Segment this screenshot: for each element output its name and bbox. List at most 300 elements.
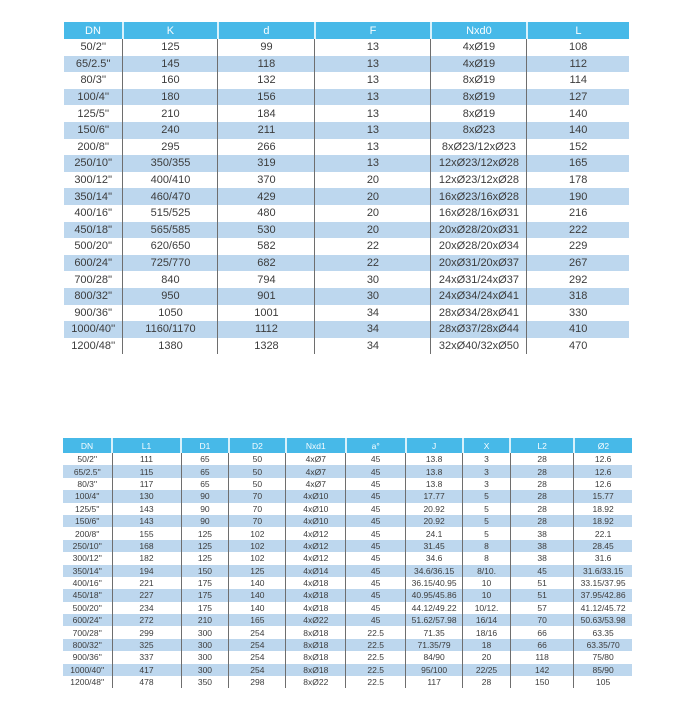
- table-cell: 45: [346, 540, 406, 552]
- table-cell: 70: [510, 614, 573, 626]
- table-cell: 160: [123, 72, 218, 89]
- table-cell: 254: [229, 664, 286, 676]
- table-cell: 300/12'': [64, 172, 123, 189]
- table-cell: 200/8'': [64, 139, 123, 156]
- table-cell: 65/2.5'': [63, 465, 112, 477]
- table-row: [64, 39, 629, 56]
- table-cell: 3: [463, 478, 511, 490]
- table-cell: 4xØ12: [286, 552, 346, 564]
- table-cell: 70: [229, 490, 286, 502]
- table-cell: 4xØ18: [286, 577, 346, 589]
- table-cell: 175: [181, 577, 229, 589]
- table-cell: 71.35/79: [406, 639, 463, 651]
- table-cell: 4xØ10: [286, 515, 346, 527]
- table-cell: 145: [123, 56, 218, 73]
- table-cell: 298: [229, 676, 286, 688]
- table-cell: 254: [229, 626, 286, 638]
- table-cell: 417: [112, 664, 181, 676]
- table-cell: 3: [463, 453, 511, 465]
- table-row: [63, 614, 632, 626]
- table-row: [63, 626, 632, 638]
- table-cell: 515/525: [123, 205, 218, 222]
- table-cell: 13.8: [406, 478, 463, 490]
- table-row: [64, 139, 629, 156]
- table-cell: 80/3'': [64, 72, 123, 89]
- table-cell: 102: [229, 552, 286, 564]
- table-cell: 350/14'': [63, 565, 112, 577]
- table-cell: 117: [112, 478, 181, 490]
- table-cell: 50/2'': [63, 453, 112, 465]
- table-cell: 350/355: [123, 155, 218, 172]
- table-cell: 90: [181, 515, 229, 527]
- table-cell: 20xØ28/20xØ31: [431, 222, 527, 239]
- table-cell: 4xØ19: [431, 39, 527, 56]
- table-cell: 99: [218, 39, 315, 56]
- column-header-nxd0: Nxd0: [431, 22, 527, 39]
- table-cell: 178: [527, 172, 629, 189]
- table-cell: 175: [181, 602, 229, 614]
- table-cell: 8: [463, 540, 511, 552]
- table-cell: 50: [229, 478, 286, 490]
- column-header-l1: L1: [112, 438, 181, 453]
- table-cell: 1050: [123, 305, 218, 322]
- table-cell: 20: [315, 172, 431, 189]
- table-cell: 117: [406, 676, 463, 688]
- table-cell: 272: [112, 614, 181, 626]
- table-cell: 5: [463, 515, 511, 527]
- table-cell: 34.6/36.15: [406, 565, 463, 577]
- table-cell: 240: [123, 122, 218, 139]
- table-cell: 140: [527, 122, 629, 139]
- table-cell: 13: [315, 155, 431, 172]
- table-cell: 41.12/45.72: [574, 602, 632, 614]
- table-cell: 150/6'': [64, 122, 123, 139]
- table-cell: 34: [315, 338, 431, 355]
- table-cell: 18: [463, 639, 511, 651]
- table-cell: 45: [346, 453, 406, 465]
- table-cell: 70: [229, 515, 286, 527]
- table-cell: 28.45: [574, 540, 632, 552]
- table-cell: 45: [346, 527, 406, 539]
- table-cell: 22: [315, 255, 431, 272]
- table-cell: 102: [229, 540, 286, 552]
- table-cell: 66: [510, 639, 573, 651]
- table-row: [63, 589, 632, 601]
- table-cell: 33.15/37.95: [574, 577, 632, 589]
- connection-dimensions-table: [63, 438, 632, 688]
- table-cell: 150/6'': [63, 515, 112, 527]
- table-cell: 90: [181, 503, 229, 515]
- table-cell: 111: [112, 453, 181, 465]
- table-cell: 22.5: [346, 639, 406, 651]
- column-header-l: L: [527, 22, 629, 39]
- table-row: [64, 321, 629, 338]
- table-cell: 250/10'': [63, 540, 112, 552]
- table-cell: 85/90: [574, 664, 632, 676]
- table-cell: 12xØ23/12xØ28: [431, 155, 527, 172]
- table-cell: 24.1: [406, 527, 463, 539]
- table-cell: 450/18'': [64, 222, 123, 239]
- table-cell: 22.5: [346, 626, 406, 638]
- table-row: [64, 172, 629, 189]
- table-row: [64, 188, 629, 205]
- table-cell: 900/36'': [64, 305, 123, 322]
- table-cell: 319: [218, 155, 315, 172]
- table-cell: 24xØ31/24xØ37: [431, 271, 527, 288]
- table-cell: 470: [527, 338, 629, 355]
- table-cell: 65: [181, 465, 229, 477]
- table-cell: 800/32'': [63, 639, 112, 651]
- table-cell: 20xØ28/20xØ34: [431, 238, 527, 255]
- table-cell: 13.8: [406, 453, 463, 465]
- table-cell: 182: [112, 552, 181, 564]
- table-row: [64, 238, 629, 255]
- table-cell: 4xØ12: [286, 540, 346, 552]
- table-cell: 30: [315, 271, 431, 288]
- table-cell: 725/770: [123, 255, 218, 272]
- table-cell: 50/2'': [64, 39, 123, 56]
- table-cell: 700/28'': [63, 626, 112, 638]
- table-cell: 140: [229, 589, 286, 601]
- column-header-2: Ø2: [574, 438, 632, 453]
- table-cell: 478: [112, 676, 181, 688]
- table-cell: 71.35: [406, 626, 463, 638]
- table-cell: 20: [315, 188, 431, 205]
- column-header-x: X: [463, 438, 511, 453]
- table-cell: 34: [315, 305, 431, 322]
- table-cell: 70: [229, 503, 286, 515]
- table-cell: 300/12'': [63, 552, 112, 564]
- table-cell: 66: [510, 626, 573, 638]
- table-cell: 51: [510, 589, 573, 601]
- table-cell: 30: [315, 288, 431, 305]
- table-cell: 1160/1170: [123, 321, 218, 338]
- table-cell: 125: [181, 540, 229, 552]
- table-cell: 50.63/53.98: [574, 614, 632, 626]
- table-cell: 108: [527, 39, 629, 56]
- table-cell: 75/80: [574, 651, 632, 663]
- table-cell: 1000/40'': [64, 321, 123, 338]
- table-row: [64, 72, 629, 89]
- table-cell: 682: [218, 255, 315, 272]
- table-cell: 22: [315, 238, 431, 255]
- table-cell: 8: [463, 552, 511, 564]
- table-cell: 4xØ7: [286, 453, 346, 465]
- table-cell: 28xØ37/28xØ44: [431, 321, 527, 338]
- table-cell: 10/12.: [463, 602, 511, 614]
- table-cell: 410: [527, 321, 629, 338]
- table-cell: 267: [527, 255, 629, 272]
- table-cell: 8xØ23/12xØ23: [431, 139, 527, 156]
- table-cell: 350: [181, 676, 229, 688]
- table-cell: 210: [123, 105, 218, 122]
- table-cell: 500/20'': [63, 602, 112, 614]
- table-cell: 125: [181, 552, 229, 564]
- table-cell: 250/10'': [64, 155, 123, 172]
- table-cell: 901: [218, 288, 315, 305]
- table-cell: 400/16'': [63, 577, 112, 589]
- table-cell: 37.95/42.86: [574, 589, 632, 601]
- table-row: [63, 490, 632, 502]
- table-cell: 100/4'': [64, 89, 123, 106]
- column-header-j: J: [406, 438, 463, 453]
- table-cell: 20: [315, 222, 431, 239]
- table-cell: 13: [315, 139, 431, 156]
- table-cell: 222: [527, 222, 629, 239]
- table-cell: 100/4'': [63, 490, 112, 502]
- table-cell: 254: [229, 651, 286, 663]
- table-cell: 28: [463, 676, 511, 688]
- table-row: [63, 664, 632, 676]
- table-cell: 105: [574, 676, 632, 688]
- table-row: [63, 577, 632, 589]
- table-row: [64, 205, 629, 222]
- table-row: [63, 676, 632, 688]
- table-cell: 500/20'': [64, 238, 123, 255]
- table-cell: 125: [181, 527, 229, 539]
- table-cell: 840: [123, 271, 218, 288]
- table-cell: 300: [181, 664, 229, 676]
- table-cell: 800/32'': [64, 288, 123, 305]
- table-cell: 184: [218, 105, 315, 122]
- flange-dimensions-table: [64, 22, 629, 354]
- table-cell: 63.35/70: [574, 639, 632, 651]
- table-cell: 165: [229, 614, 286, 626]
- table-cell: 140: [527, 105, 629, 122]
- table-cell: 13: [315, 39, 431, 56]
- column-header-d: d: [218, 22, 315, 39]
- table-row: [63, 478, 632, 490]
- table-cell: 20.92: [406, 503, 463, 515]
- table-row: [64, 222, 629, 239]
- header-row: [63, 438, 632, 453]
- table-cell: 132: [218, 72, 315, 89]
- table-cell: 28: [510, 503, 573, 515]
- table-cell: 150: [181, 565, 229, 577]
- table-cell: 45: [346, 490, 406, 502]
- table-cell: 28: [510, 453, 573, 465]
- table-cell: 1380: [123, 338, 218, 355]
- table-cell: 190: [527, 188, 629, 205]
- table-cell: 40.95/45.86: [406, 589, 463, 601]
- table-cell: 155: [112, 527, 181, 539]
- table-cell: 4xØ7: [286, 478, 346, 490]
- table-cell: 45: [346, 565, 406, 577]
- table-cell: 13: [315, 72, 431, 89]
- table-cell: 22/25: [463, 664, 511, 676]
- table-cell: 5: [463, 490, 511, 502]
- table-cell: 292: [527, 271, 629, 288]
- table-cell: 22.5: [346, 676, 406, 688]
- table-cell: 18.92: [574, 503, 632, 515]
- table-cell: 45: [346, 577, 406, 589]
- table-cell: 8xØ18: [286, 626, 346, 638]
- table-row: [63, 453, 632, 465]
- table-cell: 31.45: [406, 540, 463, 552]
- table-cell: 216: [527, 205, 629, 222]
- table-cell: 65: [181, 478, 229, 490]
- table-cell: 20.92: [406, 515, 463, 527]
- table-cell: 168: [112, 540, 181, 552]
- table-cell: 254: [229, 639, 286, 651]
- table-cell: 50: [229, 453, 286, 465]
- table-cell: 210: [181, 614, 229, 626]
- table-cell: 50: [229, 465, 286, 477]
- table-cell: 337: [112, 651, 181, 663]
- table-cell: 17.77: [406, 490, 463, 502]
- table-row: [64, 89, 629, 106]
- table-cell: 18/16: [463, 626, 511, 638]
- table-cell: 45: [346, 503, 406, 515]
- table-row: [63, 565, 632, 577]
- table-cell: 234: [112, 602, 181, 614]
- table-cell: 20: [315, 205, 431, 222]
- table-cell: 370: [218, 172, 315, 189]
- table-cell: 143: [112, 515, 181, 527]
- column-header-d1: D1: [181, 438, 229, 453]
- table-cell: 582: [218, 238, 315, 255]
- table-cell: 118: [218, 56, 315, 73]
- column-header-k: K: [123, 22, 218, 39]
- table-cell: 5: [463, 503, 511, 515]
- table-cell: 194: [112, 565, 181, 577]
- table-cell: 150: [510, 676, 573, 688]
- table-cell: 143: [112, 503, 181, 515]
- table-cell: 115: [112, 465, 181, 477]
- table-cell: 4xØ18: [286, 589, 346, 601]
- table-cell: 13: [315, 56, 431, 73]
- table-cell: 600/24'': [63, 614, 112, 626]
- table-cell: 12xØ23/12xØ28: [431, 172, 527, 189]
- table-row: [64, 338, 629, 355]
- table-cell: 22.1: [574, 527, 632, 539]
- table-cell: 28: [510, 515, 573, 527]
- table-cell: 8xØ18: [286, 639, 346, 651]
- table-cell: 300: [181, 651, 229, 663]
- table-cell: 266: [218, 139, 315, 156]
- table-cell: 125/5'': [63, 503, 112, 515]
- table-cell: 51: [510, 577, 573, 589]
- table-cell: 4xØ7: [286, 465, 346, 477]
- table-cell: 480: [218, 205, 315, 222]
- table-cell: 4xØ14: [286, 565, 346, 577]
- column-header-dn: DN: [63, 438, 112, 453]
- table-cell: 620/650: [123, 238, 218, 255]
- table-cell: 600/24'': [64, 255, 123, 272]
- table-cell: 65/2.5'': [64, 56, 123, 73]
- table-row: [63, 515, 632, 527]
- table-row: [64, 56, 629, 73]
- table-row: [63, 540, 632, 552]
- table-cell: 4xØ10: [286, 490, 346, 502]
- table-cell: 44.12/49.22: [406, 602, 463, 614]
- table-cell: 16xØ28/16xØ31: [431, 205, 527, 222]
- table-cell: 16/14: [463, 614, 511, 626]
- table-row: [63, 602, 632, 614]
- table-cell: 38: [510, 540, 573, 552]
- table-cell: 565/585: [123, 222, 218, 239]
- table-cell: 12.6: [574, 465, 632, 477]
- table-cell: 200/8'': [63, 527, 112, 539]
- table-cell: 31.6: [574, 552, 632, 564]
- table-cell: 221: [112, 577, 181, 589]
- table-cell: 38: [510, 527, 573, 539]
- table-cell: 1328: [218, 338, 315, 355]
- table-cell: 1000/40'': [63, 664, 112, 676]
- table-cell: 80/3'': [63, 478, 112, 490]
- table-cell: 45: [510, 565, 573, 577]
- table-cell: 227: [112, 589, 181, 601]
- table-cell: 950: [123, 288, 218, 305]
- table-cell: 1112: [218, 321, 315, 338]
- table-cell: 429: [218, 188, 315, 205]
- table-cell: 300: [181, 626, 229, 638]
- table-cell: 330: [527, 305, 629, 322]
- table-cell: 4xØ10: [286, 503, 346, 515]
- table-cell: 114: [527, 72, 629, 89]
- table-cell: 45: [346, 478, 406, 490]
- table-cell: 130: [112, 490, 181, 502]
- table-cell: 165: [527, 155, 629, 172]
- table-cell: 4xØ22: [286, 614, 346, 626]
- table-cell: 13.8: [406, 465, 463, 477]
- table-cell: 350/14'': [64, 188, 123, 205]
- table-cell: 127: [527, 89, 629, 106]
- table-cell: 18.92: [574, 515, 632, 527]
- table-cell: 112: [527, 56, 629, 73]
- column-header-d2: D2: [229, 438, 286, 453]
- table-cell: 51.62/57.98: [406, 614, 463, 626]
- column-header-nxd1: Nxd1: [286, 438, 346, 453]
- table-cell: 45: [346, 602, 406, 614]
- table-cell: 8xØ19: [431, 72, 527, 89]
- table-cell: 45: [346, 465, 406, 477]
- table-row: [64, 105, 629, 122]
- table-cell: 24xØ34/24xØ41: [431, 288, 527, 305]
- table-row: [63, 552, 632, 564]
- table-cell: 125: [123, 39, 218, 56]
- table-row: [63, 503, 632, 515]
- table-cell: 13: [315, 122, 431, 139]
- table-row: [63, 527, 632, 539]
- table-cell: 8xØ18: [286, 664, 346, 676]
- table-cell: 8xØ19: [431, 89, 527, 106]
- table-cell: 38: [510, 552, 573, 564]
- table-cell: 20xØ31/20xØ37: [431, 255, 527, 272]
- table-cell: 156: [218, 89, 315, 106]
- table-cell: 8xØ23: [431, 122, 527, 139]
- column-header-f: F: [315, 22, 431, 39]
- table-cell: 10: [463, 577, 511, 589]
- table-cell: 28xØ34/28xØ41: [431, 305, 527, 322]
- table-cell: 900/36'': [63, 651, 112, 663]
- table-cell: 118: [510, 651, 573, 663]
- table-cell: 45: [346, 589, 406, 601]
- table-row: [63, 639, 632, 651]
- table-cell: 57: [510, 602, 573, 614]
- table-cell: 300: [181, 639, 229, 651]
- table-cell: 530: [218, 222, 315, 239]
- table-cell: 4xØ18: [286, 602, 346, 614]
- table-cell: 34: [315, 321, 431, 338]
- table-cell: 34.6: [406, 552, 463, 564]
- table-cell: 325: [112, 639, 181, 651]
- table-cell: 299: [112, 626, 181, 638]
- table-cell: 794: [218, 271, 315, 288]
- table-cell: 12.6: [574, 453, 632, 465]
- table-cell: 45: [346, 515, 406, 527]
- table-cell: 180: [123, 89, 218, 106]
